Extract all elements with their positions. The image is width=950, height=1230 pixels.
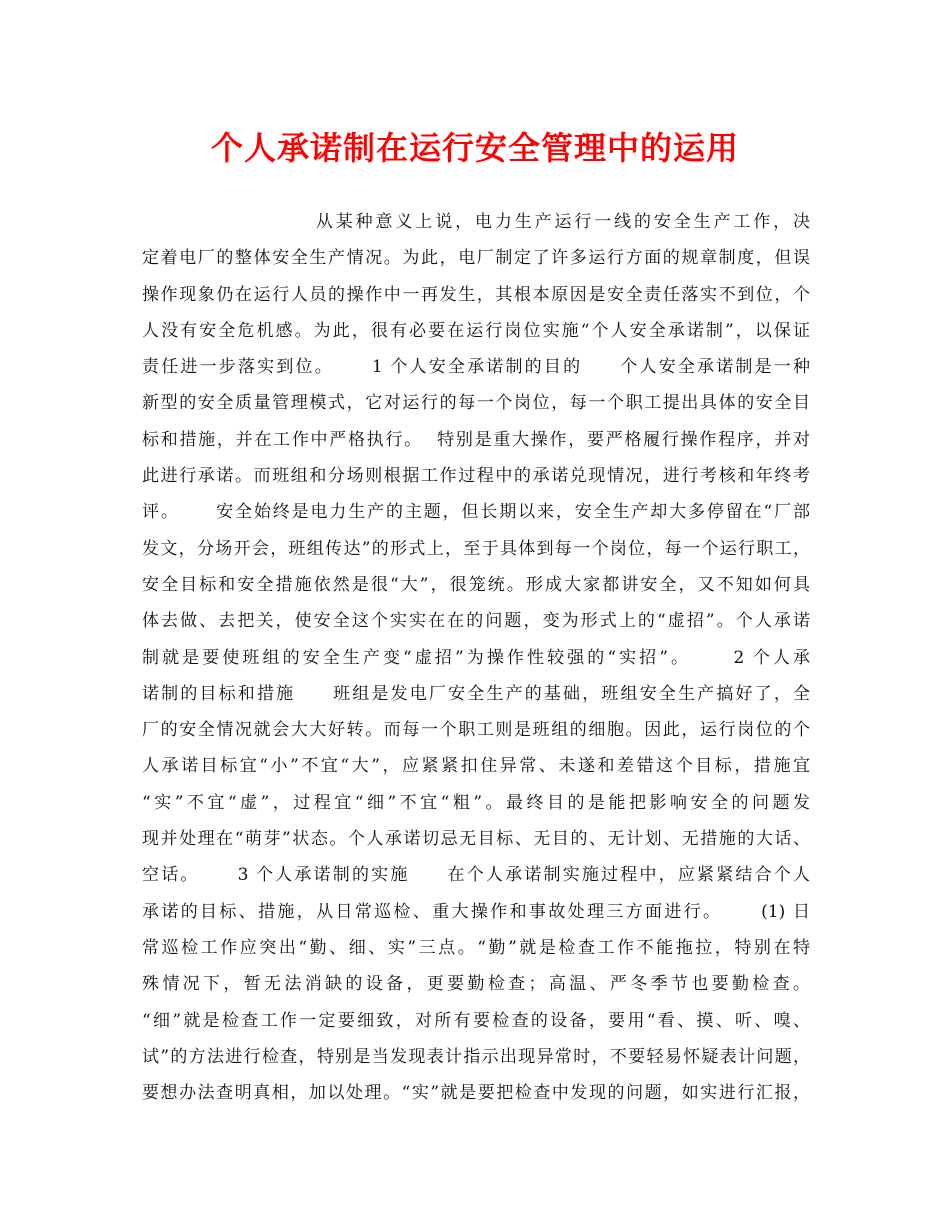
body-line: 发文，分场开会，班组传达”的形式上，至于具体到每一个岗位，每一个运行职工， bbox=[142, 538, 810, 559]
body-line: 从某种意义上说，电力生产运行一线的安全生产工作，决 bbox=[142, 212, 810, 232]
body-line: 殊情况下，暂无法消缺的设备，更要勤检查；高温、严冬季节也要勤检查。 bbox=[142, 974, 810, 995]
body-line: 空话。 3 个人承诺制的实施 在个人承诺制实施过程中，应紧紧结合个人 bbox=[142, 865, 810, 886]
body-line: 常巡检工作应突出“勤、细、实”三点。“勤”就是检查工作不能拖拉，特别在特 bbox=[142, 937, 810, 958]
body-line: 定着电厂的整体安全生产情况。为此，电厂制定了许多运行方面的规章制度，但误 bbox=[142, 248, 810, 269]
document-body bbox=[142, 204, 810, 1111]
body-line: 厂的安全情况就会大大好转。而每一个职工则是班组的细胞。因此，运行岗位的个 bbox=[142, 720, 810, 741]
body-line: 要想办法查明真相，加以处理。“实”就是要把检查中发现的问题，如实进行汇报， bbox=[142, 1083, 810, 1104]
body-line: 标和措施，并在工作中严格执行。 特别是重大操作，要严格履行操作程序，并对 bbox=[142, 429, 810, 450]
body-line: 体去做、去把关，使安全这个实实在在的问题，变为形式上的“虚招”。个人承诺 bbox=[142, 611, 810, 632]
body-line: 现并处理在“萌芽”状态。个人承诺切忌无目标、无目的、无计划、无措施的大话、 bbox=[142, 829, 810, 850]
body-line: 责任进一步落实到位。 1 个人安全承诺制的目的 个人安全承诺制是一种 bbox=[142, 357, 810, 378]
body-line: 制就是要使班组的安全生产变“虚招”为操作性较强的“实招”。 2 个人承 bbox=[142, 647, 810, 668]
body-line: 安全目标和安全措施依然是很“大”，很笼统。形成大家都讲安全，又不知如何具 bbox=[142, 574, 810, 595]
body-line: 诺制的目标和措施 班组是发电厂安全生产的基础，班组安全生产搞好了，全 bbox=[142, 683, 810, 704]
body-line: 人承诺目标宜“小”不宜“大”，应紧紧扣住异常、未遂和差错这个目标，措施宜 bbox=[142, 756, 810, 777]
body-line: 新型的安全质量管理模式，它对运行的每一个岗位，每一个职工提出具体的安全目 bbox=[142, 393, 810, 414]
body-line: 操作现象仍在运行人员的操作中一再发生，其根本原因是安全责任落实不到位，个 bbox=[142, 284, 810, 305]
body-line: 试”的方法进行检查，特别是当发现表计指示出现异常时，不要轻易怀疑表计问题， bbox=[142, 1046, 810, 1067]
body-line: 此进行承诺。而班组和分场则根据工作过程中的承诺兑现情况，进行考核和年终考 bbox=[142, 466, 810, 487]
body-line: 承诺的目标、措施，从日常巡检、重大操作和事故处理三方面进行。 (1) 日 bbox=[142, 901, 810, 922]
body-line: 人没有安全危机感。为此，很有必要在运行岗位实施“个人安全承诺制”，以保证 bbox=[142, 320, 810, 341]
body-line: 评。 安全始终是电力生产的主题，但长期以来，安全生产却大多停留在“厂部 bbox=[142, 502, 810, 523]
body-line: “实”不宜“虚”，过程宜“细”不宜“粗”。最终目的是能把影响安全的问题发 bbox=[142, 792, 810, 813]
body-line: “细”就是检查工作一定要细致，对所有要检查的设备，要用“看、摸、听、嗅、 bbox=[142, 1010, 810, 1031]
document-title: 个人承诺制在运行安全管理中的运用 bbox=[210, 129, 739, 167]
